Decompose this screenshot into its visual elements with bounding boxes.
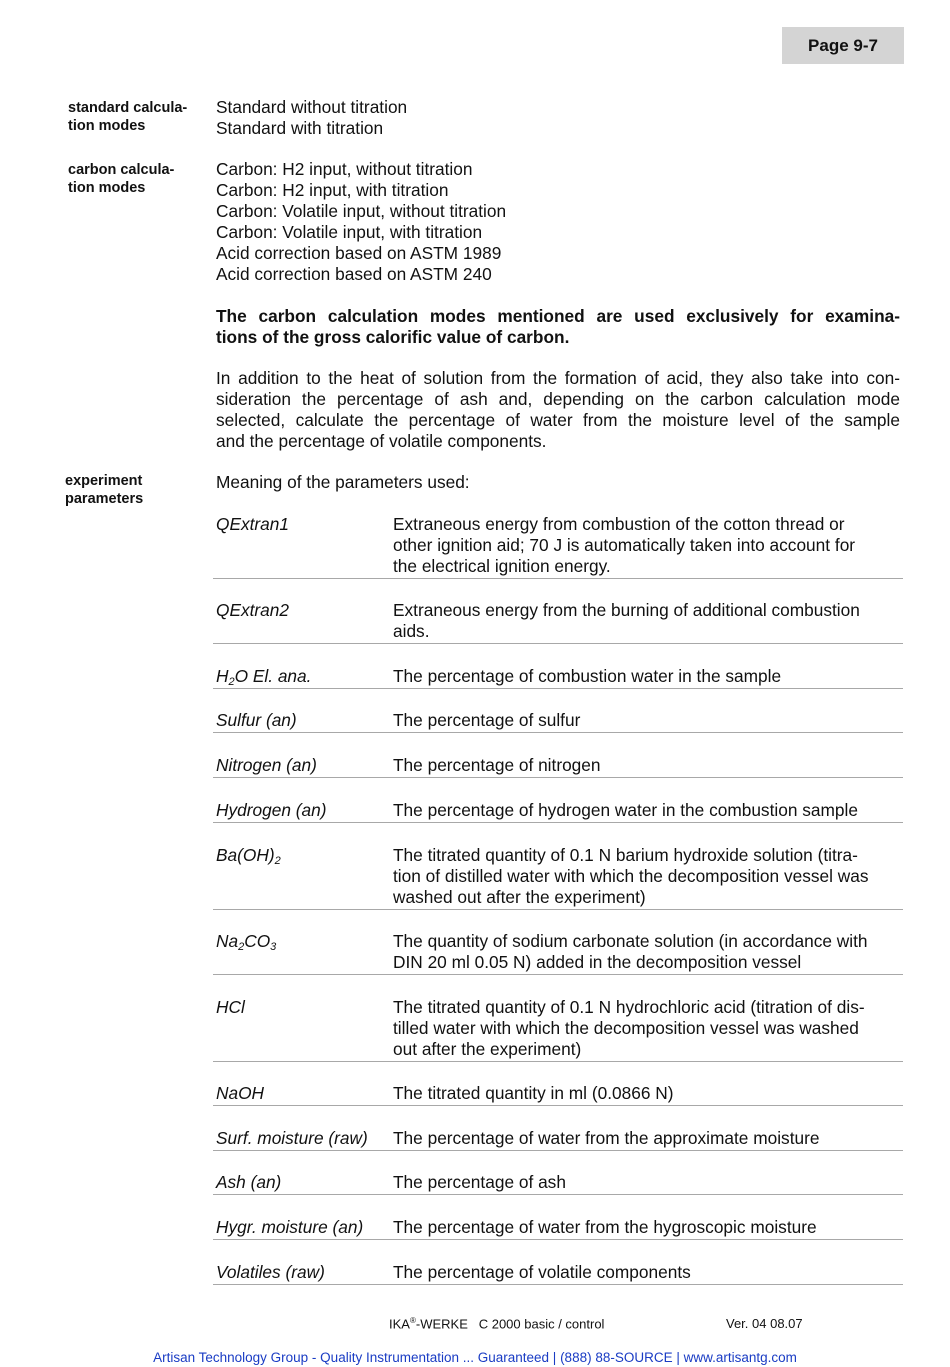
parameter-description — [393, 600, 901, 642]
parameter-row — [213, 514, 903, 579]
parameter-description — [393, 710, 901, 731]
description-line: The percentage of sulfur — [393, 710, 581, 730]
description-line: Extraneous energy from the burning of additional combustion — [393, 600, 860, 620]
mode-item: Standard without titration — [216, 97, 408, 117]
registered-mark: ® — [409, 1316, 416, 1325]
mode-item: Carbon: H2 input, without titration — [216, 159, 473, 179]
parameters-intro — [216, 472, 900, 493]
paragraph-line: In addition to the heat of solution from the formation of acid, they also take into con- — [216, 368, 900, 388]
side-label-line: carbon calcula- — [68, 162, 175, 178]
description-line: out after the experiment) — [393, 1039, 582, 1059]
parameter-name: Sulfur (an) — [216, 710, 297, 730]
parameter-row — [213, 710, 903, 733]
paragraph-line: sideration the percentage of ash and, depending on the carbon calculation mode — [216, 389, 900, 409]
description-line: The titrated quantity of 0.1 N barium hydroxide solution (titra- — [393, 845, 858, 865]
parameter-name: Volatiles (raw) — [216, 1262, 325, 1282]
parameter-description — [393, 931, 901, 973]
description-line: The percentage of water from the approximate moisture — [393, 1128, 820, 1148]
description-line: aids. — [393, 621, 430, 641]
experiment-parameters-label — [65, 472, 195, 508]
side-label-line: standard calcula- — [68, 100, 188, 116]
carbon-modes-list — [216, 159, 900, 285]
parameter-description — [393, 514, 901, 577]
parameter-name: Hydrogen (an) — [216, 800, 327, 820]
parameter-description — [393, 845, 901, 908]
description-line: The percentage of ash — [393, 1172, 566, 1192]
parameter-description — [393, 666, 901, 687]
note-line: tions of the gross calorific value of carbon. — [216, 327, 570, 347]
description-line: The percentage of volatile components — [393, 1262, 691, 1282]
parameter-row — [213, 1262, 903, 1285]
description-line: The percentage of combustion water in the sample — [393, 666, 782, 686]
description-line: The percentage of nitrogen — [393, 755, 601, 775]
carbon-note — [216, 306, 900, 348]
standard-modes-list — [216, 97, 900, 139]
mode-item: Acid correction based on ASTM 1989 — [216, 243, 502, 263]
parameter-name: NaOH — [216, 1083, 265, 1103]
parameter-description — [393, 800, 901, 821]
mode-item: Carbon: H2 input, with titration — [216, 180, 449, 200]
parameter-description — [393, 1083, 901, 1104]
footer-manufacturer — [389, 1316, 604, 1331]
parameter-name: Nitrogen (an) — [216, 755, 317, 775]
mode-item: Carbon: Volatile input, without titration — [216, 201, 507, 221]
parameter-description — [393, 997, 901, 1060]
mode-item: Acid correction based on ASTM 240 — [216, 264, 492, 284]
description-line: The quantity of sodium carbonate solution (in accordance with — [393, 931, 868, 951]
description-line: The percentage of hydrogen water in the combustion sample — [393, 800, 858, 820]
parameter-name: $Ba(OH)_2$ — [216, 845, 281, 867]
description-line: Extraneous energy from combustion of the cotton thread or — [393, 514, 845, 534]
carbon-modes-label — [68, 161, 198, 197]
description-line: washed out after the experiment) — [393, 887, 646, 907]
parameter-description — [393, 1172, 901, 1193]
side-label-line: tion modes — [68, 180, 146, 196]
standard-modes-label — [68, 99, 198, 135]
artisan-footer-link[interactable]: Artisan Technology Group - Quality Instrumentation ... Guaranteed | (888) 88-SOURCE | www.artisantg.com — [153, 1350, 797, 1365]
description-line: tion of distilled water with which the decomposition vessel was — [393, 866, 869, 886]
parameter-description — [393, 1128, 901, 1149]
footer-product: -WERKE C 2000 basic / control — [415, 1316, 605, 1332]
parameter-row — [213, 800, 903, 823]
parameter-row — [213, 1128, 903, 1151]
side-label-line: experiment — [65, 473, 143, 489]
page-number-badge — [782, 27, 904, 64]
paragraph-line: and the percentage of volatile components. — [216, 431, 547, 451]
parameter-row — [213, 1083, 903, 1106]
side-label-line: parameters — [65, 491, 144, 507]
description-line: the electrical ignition energy. — [393, 556, 611, 576]
description-line: tilled water with which the decomposition vessel was washed — [393, 1018, 859, 1038]
carbon-paragraph — [216, 368, 900, 452]
description-line: other ignition aid; 70 J is automatically taken into account for — [393, 535, 856, 555]
parameter-row — [213, 1217, 903, 1240]
description-line: DIN 20 ml 0.05 N) added in the decomposition vessel — [393, 952, 802, 972]
parameter-row — [213, 755, 903, 778]
parameter-row — [213, 666, 903, 689]
footer-brand: IKA — [389, 1316, 410, 1332]
parameter-name: Hygr. moisture (an) — [216, 1217, 364, 1237]
parameter-name: QExtran2 — [216, 600, 289, 620]
parameter-name: $H_2O$ El. ana. — [216, 666, 312, 688]
parameter-row — [213, 997, 903, 1062]
mode-item: Carbon: Volatile input, with titration — [216, 222, 483, 242]
parameter-name: Ash (an) — [216, 1172, 282, 1192]
note-line: The carbon calculation modes mentioned are used exclusively for examina- — [216, 306, 900, 326]
parameter-name: Surf. moisture (raw) — [216, 1128, 368, 1148]
parameter-description — [393, 1262, 901, 1283]
parameter-name: $Na_2CO_3$ — [216, 931, 277, 953]
parameter-row — [213, 931, 903, 975]
parameter-row — [213, 845, 903, 910]
footer-version: Ver. 04 08.07 — [726, 1316, 803, 1331]
parameter-row — [213, 1172, 903, 1195]
side-label-line: tion modes — [68, 118, 146, 134]
parameter-description — [393, 755, 901, 776]
description-line: The titrated quantity of 0.1 N hydrochloric acid (titration of dis- — [393, 997, 865, 1017]
description-line: The percentage of water from the hygroscopic moisture — [393, 1217, 817, 1237]
parameter-name: QExtran1 — [216, 514, 289, 534]
parameter-description — [393, 1217, 901, 1238]
intro-text: Meaning of the parameters used: — [216, 472, 470, 492]
page-number: Page 9-7 — [808, 35, 878, 55]
mode-item: Standard with titration — [216, 118, 384, 138]
paragraph-line: selected, calculate the percentage of water from the moisture level of the sample — [216, 410, 900, 430]
description-line: The titrated quantity in ml (0.0866 N) — [393, 1083, 674, 1103]
parameter-row — [213, 600, 903, 644]
parameter-name: HCl — [216, 997, 245, 1017]
